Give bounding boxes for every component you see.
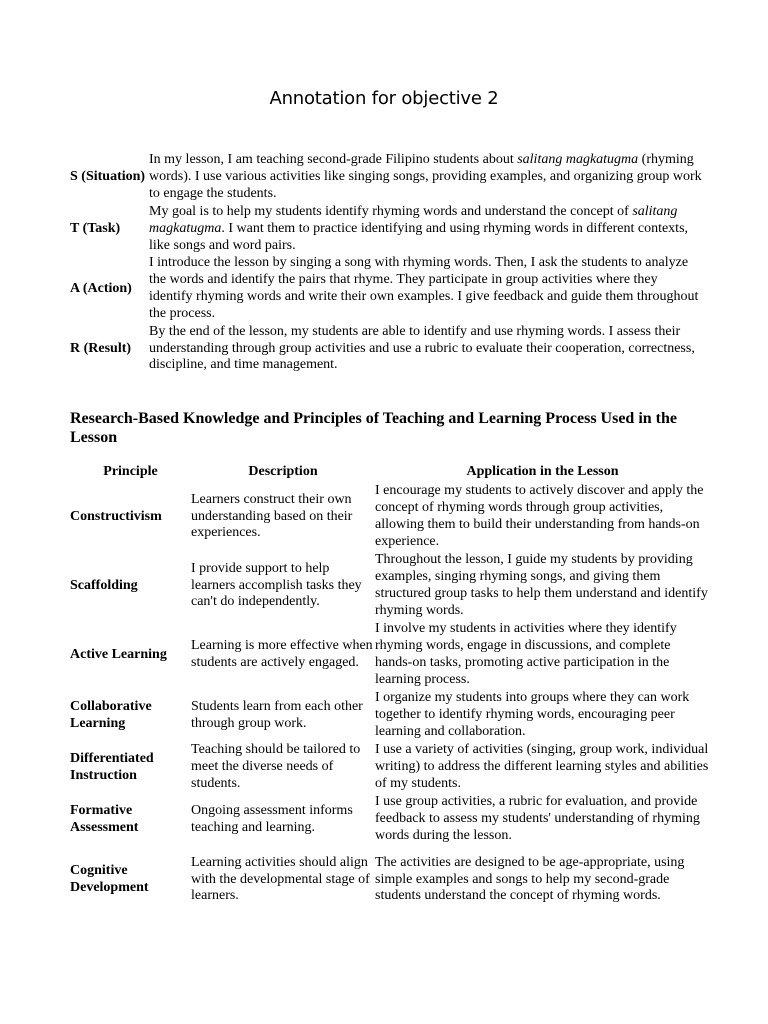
table-row bbox=[70, 846, 710, 915]
star-text bbox=[149, 323, 702, 375]
star-label: R (Result) bbox=[70, 340, 132, 356]
principle-description: Students learn from each other through group work. bbox=[191, 698, 363, 731]
principle-name: Scaffolding bbox=[70, 577, 138, 593]
principles-table bbox=[70, 463, 710, 915]
star-row-action bbox=[70, 255, 702, 323]
star-label: T (Task) bbox=[70, 221, 121, 237]
star-text-part: In my lesson, I am teaching second-grade Filipino students about bbox=[149, 152, 518, 168]
section-heading: Research-Based Knowledge and Principles of Teaching and Learning Process Used in the Lesson bbox=[70, 410, 677, 446]
table-row bbox=[70, 690, 710, 742]
star-text-part: My goal is to help my students identify rhyming words and understand the concept of bbox=[149, 204, 633, 220]
star-text-italic: salitang magkatugma bbox=[517, 152, 639, 168]
star-label: S (Situation) bbox=[70, 169, 146, 185]
column-header-description: Description bbox=[248, 463, 318, 479]
principle-application: Throughout the lesson, I guide my students by providing examples, singing rhyming songs, and giving them structured group tasks to help them understand and identify rhyming words. bbox=[375, 552, 708, 618]
principle-name: Formative Assessment bbox=[70, 802, 139, 835]
table-row bbox=[70, 621, 710, 690]
principle-name: Differentiated Instruction bbox=[70, 750, 154, 783]
table-row bbox=[70, 742, 710, 794]
principle-description: Learning is more effective when students are actively engaged. bbox=[191, 638, 373, 670]
star-text-part: . I want them to practice identifying and using rhyming words in different contexts, like songs and word pairs. bbox=[149, 221, 689, 253]
star-text bbox=[149, 255, 702, 323]
table-row bbox=[70, 483, 710, 552]
star-text-part: By the end of the lesson, my students are able to identify and use rhyming words. I assess their understanding through group activities and use a rubric to evaluate their cooperation, correctness, discipline, and time management. bbox=[149, 323, 695, 373]
principle-description: Teaching should be tailored to meet the diverse needs of students. bbox=[191, 742, 361, 791]
page-title: Annotation for objective 2 bbox=[269, 88, 499, 109]
principle-name: Active Learning bbox=[70, 646, 167, 662]
table-header-row bbox=[70, 463, 710, 483]
principle-name: Cognitive Development bbox=[70, 863, 149, 895]
star-table bbox=[70, 151, 702, 375]
principle-description: I provide support to help learners accomplish tasks they can't do independently. bbox=[191, 560, 362, 610]
principle-description: Learners construct their own understanding based on their experiences. bbox=[191, 491, 353, 541]
table-row bbox=[70, 552, 710, 621]
star-row-situation bbox=[70, 151, 702, 204]
table-row bbox=[70, 794, 710, 846]
star-text-italic: salitang magkatugma bbox=[149, 204, 678, 237]
principle-name: Collaborative Learning bbox=[70, 698, 152, 731]
star-text bbox=[149, 204, 702, 255]
principle-application: I encourage my students to actively discover and apply the concept of rhyming words through group activities, allowing them to build their understanding from hands-on experience. bbox=[375, 483, 704, 549]
principle-description: Ongoing assessment informs teaching and learning. bbox=[191, 802, 353, 835]
principle-application: The activities are designed to be age-appropriate, using simple examples and songs to help my second-grade students understand the concept of rhyming words. bbox=[375, 854, 685, 904]
star-row-result bbox=[70, 323, 702, 375]
star-text-part: I introduce the lesson by singing a song with rhyming words. Then, I ask the students to analyze the words and identify the pairs that rhyme. They participate in group activities where they identify rhyming words and write their own examples. I give feedback and guide them throughout the process. bbox=[149, 255, 699, 321]
column-header-principle: Principle bbox=[103, 463, 158, 479]
principle-application: I organize my students into groups where they can work together to identify rhyming words, encouraging peer learning and collaboration. bbox=[375, 690, 690, 739]
star-text bbox=[149, 151, 702, 204]
principle-name: Constructivism bbox=[70, 508, 162, 524]
star-text-part: (rhyming words). I use various activities like singing songs, providing examples, and organizing group work to engage the students. bbox=[149, 152, 702, 201]
principle-application: I use a variety of activities (singing, group work, individual writing) to address the different learning styles and abilities of my students. bbox=[375, 742, 709, 791]
principle-description: Learning activities should align with the developmental stage of learners. bbox=[191, 854, 370, 904]
star-row-task bbox=[70, 204, 702, 255]
principle-application: I involve my students in activities where they identify rhyming words, engage in discussions, and complete hands-on tasks, promoting active participation in the learning process. bbox=[375, 621, 677, 687]
column-header-application: Application in the Lesson bbox=[466, 463, 619, 479]
star-label: A (Action) bbox=[70, 280, 132, 296]
principle-application: I use group activities, a rubric for evaluation, and provide feedback to assess my students' understanding of rhyming words during the lesson. bbox=[375, 794, 700, 843]
